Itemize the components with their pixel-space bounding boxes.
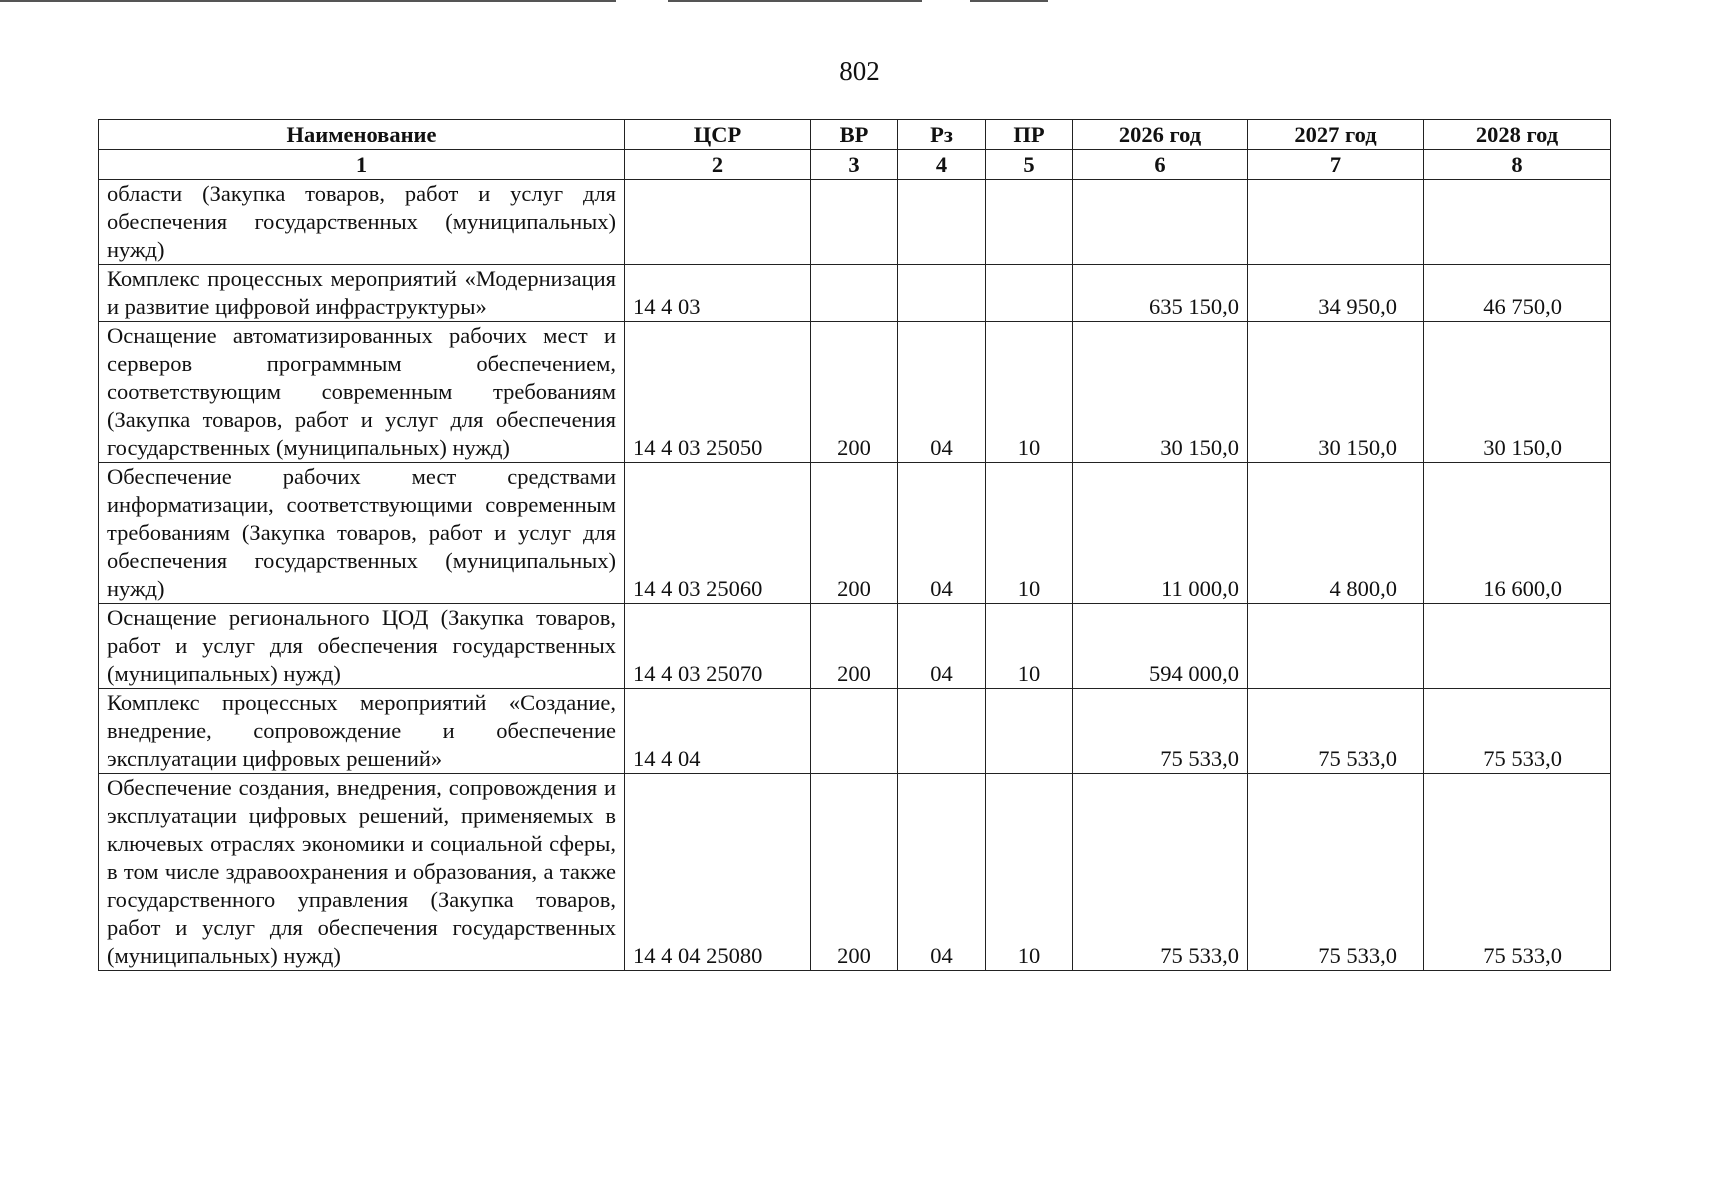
scan-edge-line xyxy=(0,0,616,2)
row-2028 xyxy=(1424,604,1611,689)
row-csr: 14 4 03 xyxy=(625,265,811,322)
header-row xyxy=(99,120,1611,150)
row-csr: 14 4 03 25050 xyxy=(625,322,811,463)
row-2026 xyxy=(1073,180,1248,265)
column-number: 1 xyxy=(99,150,625,180)
row-2026: 594 000,0 xyxy=(1073,604,1248,689)
column-number: 5 xyxy=(986,150,1073,180)
row-2027: 75 533,0 xyxy=(1248,689,1424,774)
table-row xyxy=(99,604,1611,689)
column-number: 8 xyxy=(1424,150,1611,180)
row-csr: 14 4 03 25060 xyxy=(625,463,811,604)
row-vr: 200 xyxy=(811,604,898,689)
row-2027: 34 950,0 xyxy=(1248,265,1424,322)
header-pr: ПР xyxy=(986,120,1073,150)
page-number: 802 xyxy=(839,56,880,86)
row-csr xyxy=(625,180,811,265)
row-2026: 75 533,0 xyxy=(1073,774,1248,971)
row-2028: 46 750,0 xyxy=(1424,265,1611,322)
column-number: 7 xyxy=(1248,150,1424,180)
header-rz: Рз xyxy=(898,120,986,150)
row-pr: 10 xyxy=(986,463,1073,604)
row-rz: 04 xyxy=(898,774,986,971)
row-2027 xyxy=(1248,180,1424,265)
row-2028: 75 533,0 xyxy=(1424,689,1611,774)
row-2028 xyxy=(1424,180,1611,265)
row-name: Оснащение автоматизированных рабочих мест и серверов программным обеспечением, соответствующим современным требованиям (Закупка товаров, работ и услуг для обеспечения государственных (муниципальных) нужд) xyxy=(99,322,625,463)
row-2026: 30 150,0 xyxy=(1073,322,1248,463)
row-pr xyxy=(986,265,1073,322)
row-2027 xyxy=(1248,604,1424,689)
row-pr: 10 xyxy=(986,604,1073,689)
row-pr xyxy=(986,689,1073,774)
table-row xyxy=(99,322,1611,463)
row-rz xyxy=(898,689,986,774)
row-rz xyxy=(898,180,986,265)
row-csr: 14 4 04 25080 xyxy=(625,774,811,971)
row-rz: 04 xyxy=(898,463,986,604)
row-pr xyxy=(986,180,1073,265)
row-name: Обеспечение рабочих мест средствами информатизации, соответствующими современным требованиям (Закупка товаров, работ и услуг для обеспечения государственных (муниципальных) нужд) xyxy=(99,463,625,604)
header-name: Наименование xyxy=(99,120,625,150)
column-number: 3 xyxy=(811,150,898,180)
table-row xyxy=(99,265,1611,322)
table-row xyxy=(99,463,1611,604)
row-2027: 75 533,0 xyxy=(1248,774,1424,971)
row-pr: 10 xyxy=(986,322,1073,463)
row-name: области (Закупка товаров, работ и услуг для обеспечения государственных (муниципальных) нужд) xyxy=(99,180,625,265)
row-name: Обеспечение создания, внедрения, сопровождения и эксплуатации цифровых решений, применяемых в ключевых отраслях экономики и социальной сферы, в том числе здравоохранения и образования, а также государственного управления (Закупка товаров, работ и услуг для обеспечения государственных (муниципальных) нужд) xyxy=(99,774,625,971)
row-2026: 75 533,0 xyxy=(1073,689,1248,774)
row-2026: 635 150,0 xyxy=(1073,265,1248,322)
row-2028: 16 600,0 xyxy=(1424,463,1611,604)
row-vr xyxy=(811,265,898,322)
table-row xyxy=(99,689,1611,774)
column-number: 2 xyxy=(625,150,811,180)
row-rz xyxy=(898,265,986,322)
row-2028: 75 533,0 xyxy=(1424,774,1611,971)
row-2028: 30 150,0 xyxy=(1424,322,1611,463)
column-number: 4 xyxy=(898,150,986,180)
row-vr: 200 xyxy=(811,774,898,971)
row-2027: 4 800,0 xyxy=(1248,463,1424,604)
header-2028: 2028 год xyxy=(1424,120,1611,150)
row-vr xyxy=(811,689,898,774)
column-number-row xyxy=(99,150,1611,180)
row-csr: 14 4 03 25070 xyxy=(625,604,811,689)
header-vr: ВР xyxy=(811,120,898,150)
row-vr: 200 xyxy=(811,463,898,604)
row-csr: 14 4 04 xyxy=(625,689,811,774)
row-vr: 200 xyxy=(811,322,898,463)
table-row xyxy=(99,774,1611,971)
column-number: 6 xyxy=(1073,150,1248,180)
budget-table xyxy=(98,119,1611,971)
header-2027: 2027 год xyxy=(1248,120,1424,150)
header-2026: 2026 год xyxy=(1073,120,1248,150)
row-rz: 04 xyxy=(898,604,986,689)
row-vr xyxy=(811,180,898,265)
row-name: Оснащение регионального ЦОД (Закупка товаров, работ и услуг для обеспечения государственных (муниципальных) нужд) xyxy=(99,604,625,689)
row-2027: 30 150,0 xyxy=(1248,322,1424,463)
table-row xyxy=(99,180,1611,265)
header-csr: ЦСР xyxy=(625,120,811,150)
row-rz: 04 xyxy=(898,322,986,463)
scan-edge-line xyxy=(970,0,1048,2)
row-pr: 10 xyxy=(986,774,1073,971)
row-2026: 11 000,0 xyxy=(1073,463,1248,604)
scan-edge-line xyxy=(668,0,922,2)
row-name: Комплекс процессных мероприятий «Создание, внедрение, сопровождение и обеспечение эксплуатации цифровых решений» xyxy=(99,689,625,774)
row-name: Комплекс процессных мероприятий «Модернизация и развитие цифровой инфраструктуры» xyxy=(99,265,625,322)
